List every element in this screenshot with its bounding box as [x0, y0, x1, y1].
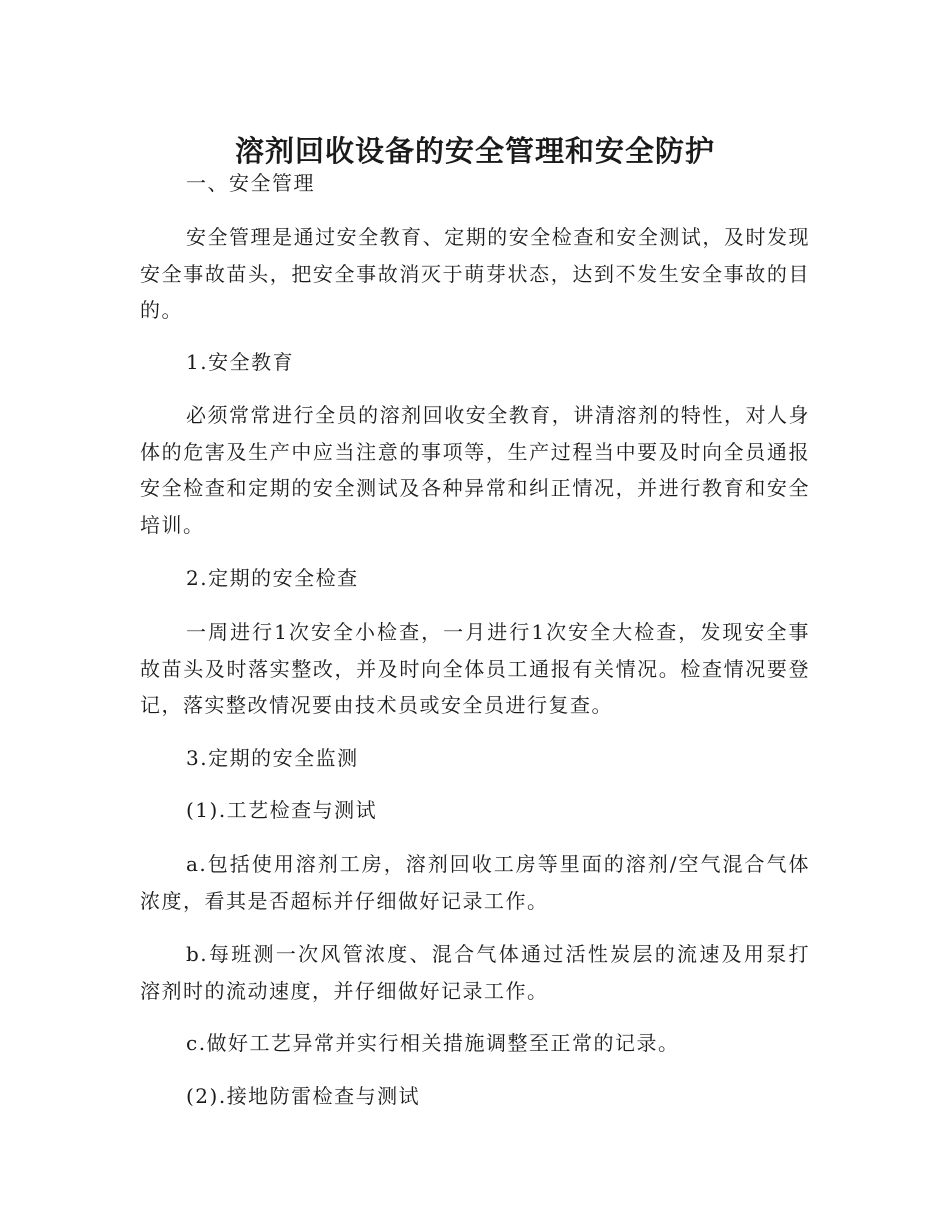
paragraph-safety-education: 必须常常进行全员的溶剂回收安全教育，讲清溶剂的特性，对人身体的危害及生产中应当注意的事项等，生产过程当中要及时向全员通报安全检查和定期的安全测试及各种异常和纠正情况，并进行教育和安全培训。: [140, 403, 810, 537]
paragraph-safety-management-intro: 安全管理是通过安全教育、定期的安全检查和安全测试，及时发现安全事故苗头，把安全事故消灭于萌芽状态，达到不发生安全事故的目的。: [140, 225, 810, 322]
subheading-safety-education: 1.安全教育: [186, 350, 295, 374]
subheading-process-inspection: (1).工艺检查与测试: [186, 798, 378, 822]
subheading-periodic-monitoring: 3.定期的安全监测: [186, 746, 359, 770]
list-item-c: c.做好工艺异常并实行相关措施调整至正常的记录。: [186, 1031, 680, 1055]
subheading-periodic-inspection: 2.定期的安全检查: [186, 566, 359, 590]
subheading-grounding-lightning: (2).接地防雷检查与测试: [186, 1084, 421, 1108]
list-item-b: b.每班测一次风管浓度、混合气体通过活性炭层的流速及用泵打溶剂时的流动速度，并仔细做好记录工作。: [140, 942, 810, 1003]
section-heading-safety-management: 一、安全管理: [186, 171, 315, 195]
document-title: 溶剂回收设备的安全管理和安全防护: [234, 134, 715, 169]
list-item-a: a.包括使用溶剂工房，溶剂回收工房等里面的溶剂/空气混合气体浓度，看其是否超标并仔细做好记录工作。: [140, 852, 810, 913]
paragraph-periodic-inspection: 一周进行1次安全小检查，一月进行1次安全大检查，发现安全事故苗头及时落实整改，并及时向全体员工通报有关情况。检查情况要登记，落实整改情况要由技术员或安全员进行复查。: [140, 620, 810, 717]
